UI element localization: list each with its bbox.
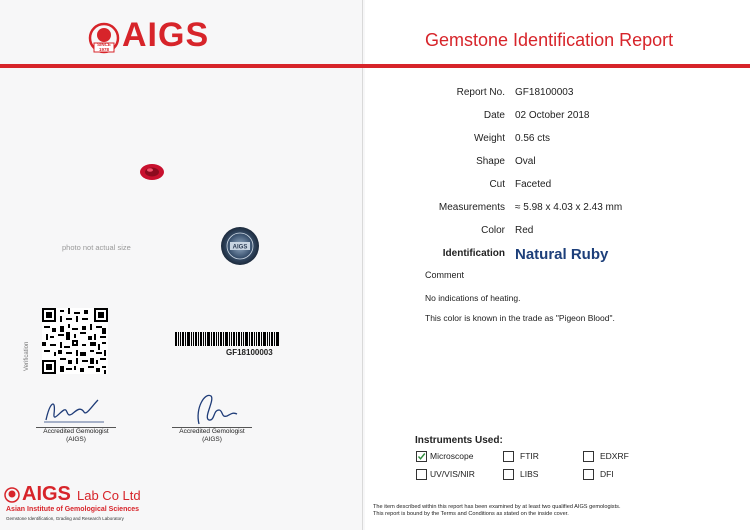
comment-line-1: No indications of heating. <box>425 293 521 303</box>
signature-1 <box>40 392 110 428</box>
report-row-label: Cut <box>489 179 505 190</box>
signature-1-title: Accredited Gemologist <box>43 428 109 435</box>
edxrf-checkbox[interactable] <box>583 451 594 462</box>
microscope-label: Microscope <box>430 451 474 461</box>
report-row-value: Oval <box>515 156 536 167</box>
ruby-gem-image <box>138 162 166 182</box>
disclaimer <box>373 504 621 518</box>
report-row-label: Report No. <box>456 87 505 98</box>
dfi-label: DFI <box>600 469 614 479</box>
checkmark-icon <box>417 452 426 461</box>
disclaimer-line-1: The item described within this report has been examined by at least two qualified AIGS gemologists. <box>373 504 621 510</box>
microscope-checkbox[interactable] <box>416 451 427 462</box>
signature-2 <box>185 388 245 428</box>
libs-label: LIBS <box>520 469 539 479</box>
comment-line-2: This color is known in the trade as "Pigeon Blood". <box>425 313 615 323</box>
footer-brand: AIGS <box>22 483 71 505</box>
report-row-value: 02 October 2018 <box>515 110 590 121</box>
signature-2-title: Accredited Gemologist <box>179 428 245 435</box>
identification-label: Identification <box>442 248 505 259</box>
report-row-label: Color <box>481 225 505 236</box>
report-row-value: Red <box>515 225 534 236</box>
report-row-value: Faceted <box>515 179 552 190</box>
report-row-value: 0.56 cts <box>515 133 551 144</box>
verification-text: Verification <box>24 341 30 371</box>
hologram-seal-icon <box>220 226 260 266</box>
signature-2-org: (AIGS) <box>202 436 222 443</box>
edxrf-label: EDXRF <box>600 451 629 461</box>
identification-value: Natural Ruby <box>515 246 609 263</box>
report-row-label: Measurements <box>438 202 505 213</box>
since-line1: SINCE <box>97 42 111 47</box>
since-line2: 1978 <box>98 46 109 52</box>
ftir-checkbox[interactable] <box>503 451 514 462</box>
signature-1-org: (AIGS) <box>66 436 86 443</box>
signature-caption-2 <box>172 428 252 444</box>
footer-brand-suffix: Lab Co Ltd <box>77 488 141 503</box>
comment-label: Comment <box>425 270 465 280</box>
signature-caption-1 <box>36 428 116 444</box>
uv-vis-nir-checkbox[interactable] <box>416 469 427 480</box>
svg-text:AIGS: AIGS <box>232 244 248 251</box>
photo-note: photo not actual size <box>62 243 131 252</box>
barcode-number: GF18100003 <box>226 348 273 357</box>
brand-logo: AIGS <box>122 16 210 54</box>
report-row-value: ≈ 5.98 x 4.03 x 2.43 mm <box>515 202 623 213</box>
ftir-label: FTIR <box>520 451 539 461</box>
since-text <box>94 43 114 52</box>
dfi-checkbox[interactable] <box>583 469 594 480</box>
barcode <box>175 332 279 346</box>
header-rule <box>0 64 750 68</box>
left-panel <box>0 0 365 530</box>
report-row-label: Date <box>483 110 505 121</box>
fold-line <box>362 0 363 530</box>
footer-seal-icon <box>4 487 20 503</box>
disclaimer-line-2: This report is bound by the Terms and Conditions as stated on the inside cover. <box>373 511 569 517</box>
footer-tagline: Gemstone Identification, Grading and Research Laboratory <box>6 516 124 521</box>
verification-label <box>24 323 34 373</box>
qr-code[interactable] <box>42 308 108 374</box>
instruments-title: Instruments Used: <box>415 435 503 446</box>
report-row-value: GF18100003 <box>515 87 574 98</box>
report-title: Gemstone Identification Report <box>425 30 674 50</box>
footer-subtitle: Asian Institute of Gemological Sciences <box>6 506 140 513</box>
report-row-label: Weight <box>474 133 505 144</box>
libs-checkbox[interactable] <box>503 469 514 480</box>
report-row-label: Shape <box>476 156 505 167</box>
uv-vis-nir-label: UV/VIS/NIR <box>430 469 475 479</box>
